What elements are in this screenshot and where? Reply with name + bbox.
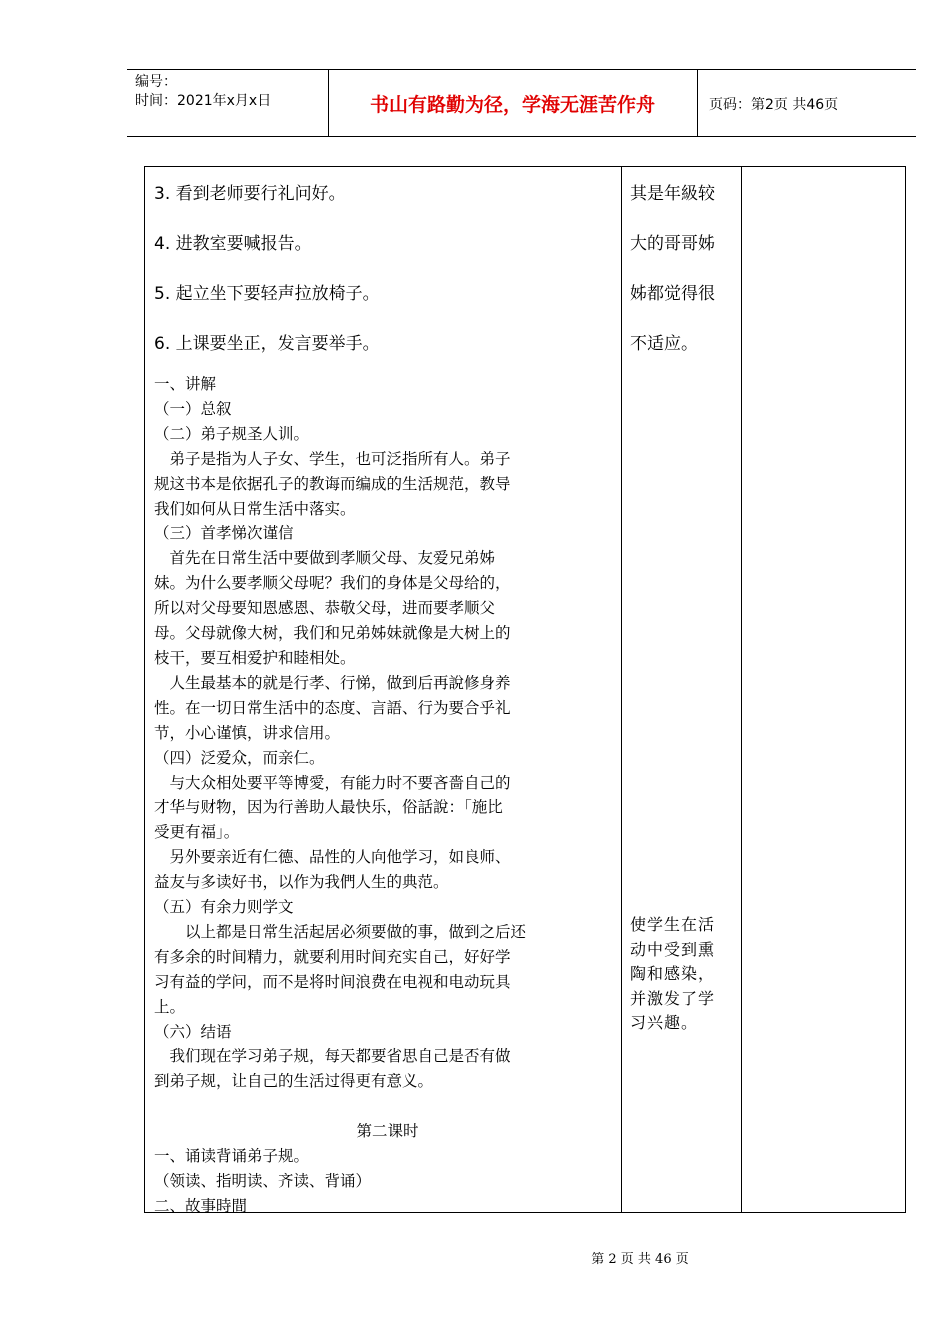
footer-page-number: 第 2 页 共 46 页 bbox=[591, 1252, 689, 1267]
text-line: 才华与财物，因为行善助人最快乐，俗話說：「施比 bbox=[154, 798, 503, 817]
side-note-line: 陶和感染， bbox=[630, 964, 716, 984]
side-note-line: 习兴趣。 bbox=[630, 1013, 699, 1033]
text-line: （一）总叙 bbox=[154, 399, 232, 418]
rule-item: 4. 进教室要喊报告。 bbox=[154, 234, 312, 254]
lesson-content bbox=[154, 167, 621, 1219]
text-line: 我们如何从日常生活中落实。 bbox=[154, 499, 356, 518]
header-motto: 书山有路勤为径，学海无涯苦作舟 bbox=[369, 93, 655, 116]
second-lesson-text bbox=[154, 1144, 621, 1219]
text-line: 我们现在学习弟子规，每天都要省思自己是否有做 bbox=[154, 1047, 511, 1066]
side-note-line: 大的哥哥姊 bbox=[630, 234, 715, 254]
header-meta bbox=[135, 73, 271, 111]
text-line: 二、故事時間 bbox=[154, 1196, 248, 1215]
header-divider bbox=[697, 70, 698, 136]
text-line: 一、讲解 bbox=[154, 375, 217, 393]
lecture-text bbox=[154, 372, 621, 1094]
side-note-line: 不适应。 bbox=[630, 334, 698, 354]
time-label: 时间：2021年x月x日 bbox=[135, 93, 272, 109]
text-line: 到弟子规，让自己的生活过得更有意义。 bbox=[154, 1072, 434, 1091]
side-note-line: 其是年級较 bbox=[630, 184, 715, 204]
text-line: （二）弟子规圣人训。 bbox=[154, 424, 310, 443]
text-line: 一、诵读背诵弟子规。 bbox=[154, 1147, 310, 1166]
rule-item: 6. 上课要坐正，发言要举手。 bbox=[154, 334, 380, 354]
text-line: 受更有福」。 bbox=[154, 823, 240, 842]
side-note-mid bbox=[630, 913, 744, 1036]
text-line: （领读、指明读、齐读、背诵） bbox=[154, 1171, 372, 1190]
text-line: 所以对父母要知恩感恩、恭敬父母，进而要孝顺父 bbox=[154, 599, 496, 618]
text-line: （五）有余力则学文 bbox=[154, 898, 294, 917]
lesson-table bbox=[144, 166, 906, 1213]
side-note-line: 使学生在活 bbox=[630, 915, 716, 934]
side-note-top bbox=[630, 169, 744, 369]
rule-item: 3. 看到老师要行礼问好。 bbox=[154, 184, 346, 204]
text-line: 益友与多读好书，以作为我們人生的典范。 bbox=[154, 873, 449, 892]
text-line: 与大众相处要平等博愛，有能力时不要吝嗇自己的 bbox=[154, 773, 511, 792]
page-header bbox=[127, 69, 916, 137]
text-line: 规这书本是依据孔子的教诲而编成的生活规范，教导 bbox=[154, 474, 511, 493]
text-line: 以上都是日常生活起居必须要做的事，做到之后还 bbox=[154, 922, 527, 941]
text-line: 枝干，要互相爱护和睦相处。 bbox=[154, 648, 356, 667]
side-note-line: 动中受到熏 bbox=[630, 939, 716, 959]
text-line: 性。在一切日常生活中的态度、言語、行为要合乎礼 bbox=[154, 698, 511, 717]
text-line: 节，小心谨慎，讲求信用。 bbox=[154, 723, 341, 742]
side-note-line: 姊都觉得很 bbox=[630, 284, 715, 304]
header-page-number: 页码：第2页 共46页 bbox=[709, 97, 839, 113]
column-divider bbox=[621, 167, 622, 1212]
second-lesson-title: 第二课时 bbox=[356, 1122, 419, 1141]
text-line: 有多余的时间精力，就要利用时间充实自己，好好学 bbox=[154, 947, 511, 966]
text-line: （三）首孝悌次谨信 bbox=[154, 524, 294, 543]
text-line: 上。 bbox=[154, 997, 186, 1016]
rule-item: 5. 起立坐下要轻声拉放椅子。 bbox=[154, 284, 380, 304]
text-line: （六）结语 bbox=[154, 1022, 232, 1041]
text-line: 妹。为什么要孝顺父母呢？我们的身体是父母给的， bbox=[154, 574, 511, 593]
text-line: 习有益的学问，而不是将时间浪费在电视和电动玩具 bbox=[154, 972, 511, 991]
text-line: 另外要亲近有仁德、品性的人向他学习，如良师、 bbox=[154, 848, 511, 867]
text-line: 首先在日常生活中要做到孝顺父母、友爱兄弟姊 bbox=[154, 549, 496, 568]
side-note-line: 并激发了学 bbox=[630, 988, 716, 1008]
text-line: 母。父母就像大树，我们和兄弟姊妹就像是大树上的 bbox=[154, 624, 511, 643]
text-line: 人生最基本的就是行孝、行悌，做到后再說修身养 bbox=[154, 673, 511, 692]
text-line: 弟子是指为人子女、学生，也可泛指所有人。弟子 bbox=[154, 449, 511, 468]
text-line: （四）泛爱众，而亲仁。 bbox=[154, 748, 325, 767]
page-footer bbox=[0, 1248, 950, 1267]
number-label: 编号： bbox=[135, 74, 177, 90]
